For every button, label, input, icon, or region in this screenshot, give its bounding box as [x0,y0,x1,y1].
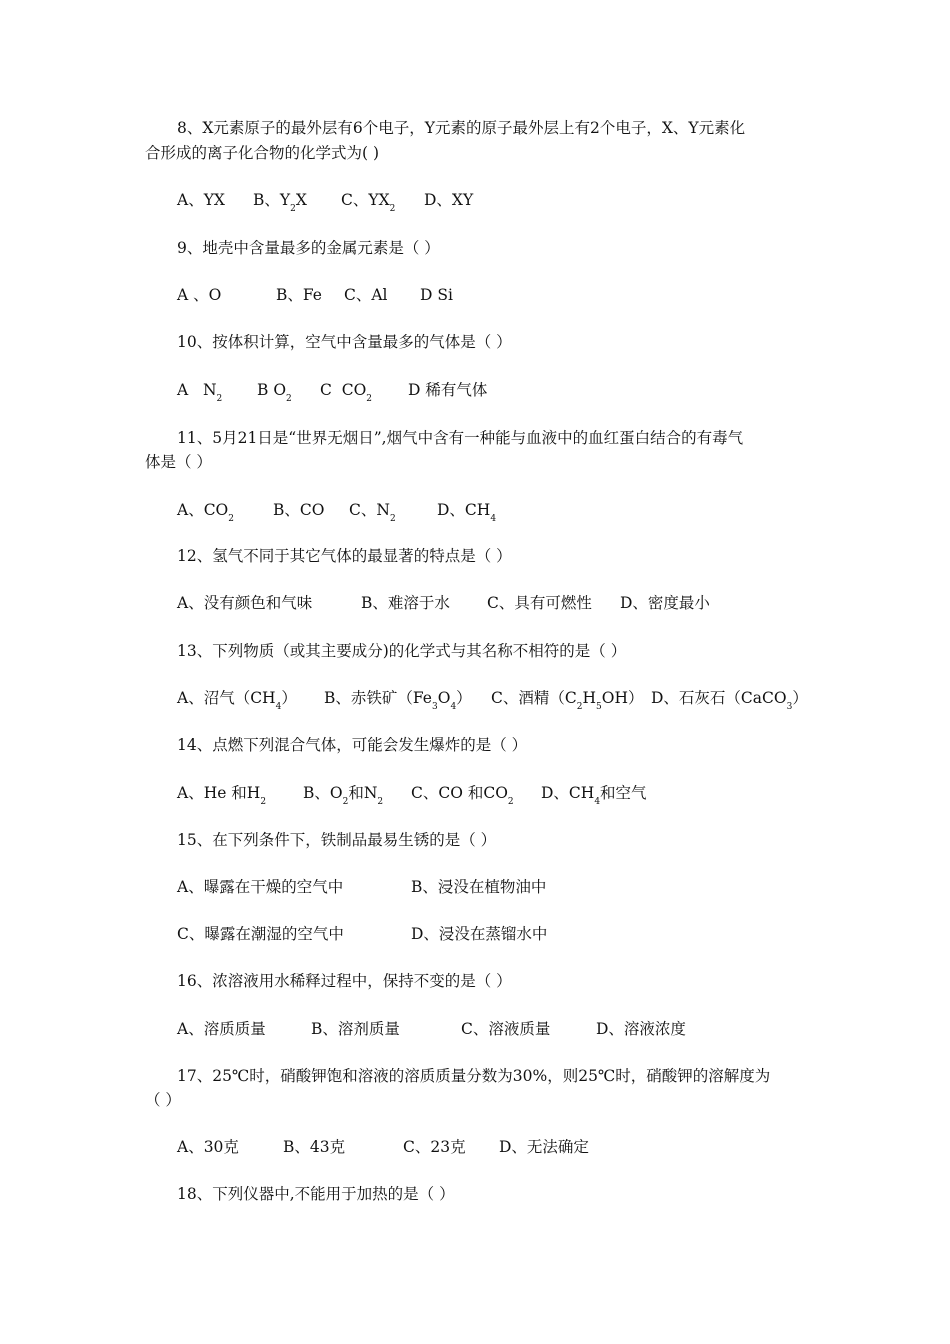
question-9-option-b: B、Fe [276,286,322,304]
question-12-option-d: D、密度最小 [620,594,710,612]
question-8-line-2: 合形成的离子化合物的化学式为( ) [145,144,380,162]
question-12-option-b: B、难溶于水 [361,594,450,612]
question-16-option-c: C、溶液质量 [461,1020,551,1038]
question-15-option-c: C、曝露在潮湿的空气中 [177,925,344,943]
question-8-option-b: B、$Y_2X$ [253,191,307,214]
question-12-stem: 12、氢气不同于其它气体的最显著的特点是（ ） [177,547,512,565]
question-17-option-d: D、无法确定 [499,1138,589,1156]
question-13-option-a: A、沼气$(CH_4)$ [177,689,297,712]
question-10-option-b: B $O_2$ [257,381,292,404]
question-15-stem: 15、在下列条件下，铁制品最易生锈的是（ ） [177,831,497,849]
question-16-option-a: A、溶质质量 [177,1020,266,1038]
question-10-stem: 10、按体积计算，空气中含量最多的气体是（ ） [177,333,512,351]
question-13-stem: 13、下列物质（或其主要成分)的化学式与其名称不相符的是（ ） [177,642,627,660]
question-14-option-b: B、$O_2$和$N_2$ [303,784,384,807]
question-13-option-c: C、酒精$(C_2H_5OH)$ [491,689,644,712]
question-14-option-c: C、CO 和$CO_2$ [411,784,514,807]
question-15-option-a: A、曝露在干燥的空气中 [177,878,344,896]
question-10-option-a: A $N_2$ [177,381,223,404]
question-16-option-d: D、溶液浓度 [596,1020,686,1038]
question-17-option-b: B、43克 [283,1138,346,1156]
question-11-option-a: A、$CO_2$ [177,501,234,524]
question-11-line-1: 11、5月21日是“世界无烟日”,烟气中含有一种能与血液中的血红蛋白结合的有毒气 [177,429,744,447]
question-8-option-d: D、XY [424,191,474,209]
question-8-option-c: C、$YX_2$ [341,191,396,214]
question-10-option-c: C $CO_2$ [320,381,373,404]
question-13-option-d: D、石灰石（CaCO$_3$） [651,689,808,712]
question-9-stem: 9、地壳中含量最多的金属元素是（ ） [177,239,440,257]
question-10-option-d: D 稀有气体 [408,381,488,399]
question-11-option-b: B、CO [273,501,325,519]
question-14-stem: 14、点燃下列混合气体，可能会发生爆炸的是（ ） [177,736,528,754]
question-18-stem: 18、下列仪器中,不能用于加热的是（ ） [177,1185,455,1203]
question-11-line-2: 体是（ ） [145,453,212,471]
question-9-option-d: D Si [420,286,453,304]
question-16-option-b: B、溶剂质量 [311,1020,400,1038]
question-11-option-c: C、$N_2$ [349,501,396,524]
question-17-option-a: A、30克 [177,1138,239,1156]
question-15-option-d: D、浸没在蒸镏水中 [411,925,548,943]
question-12-option-a: A、没有颜色和气味 [177,594,313,612]
question-12-option-c: C、具有可燃性 [487,594,592,612]
question-11-option-d: D、$CH_4$ [437,501,497,524]
question-14-option-d: D、$CH_4$和空气 [541,784,647,807]
question-9-option-c: C、Al [344,286,388,304]
question-14-option-a: A、He 和$H_2$ [177,784,267,807]
question-8-option-a: A、YX [177,191,225,209]
question-15-option-b: B、浸没在植物油中 [411,878,547,896]
question-17-option-c: C、23克 [403,1138,466,1156]
question-8-line-1: 8、X元素原子的最外层有6个电子，Y元素的原子最外层上有2个电子，X、Y元素化 [177,119,746,137]
question-17-line-1: 17、25℃时，硝酸钾饱和溶液的溶质质量分数为30%，则25℃时，硝酸钾的溶解度为 [177,1067,771,1085]
question-17-line-2: （ ） [145,1091,181,1109]
question-16-stem: 16、浓溶液用水稀释过程中，保持不变的是（ ） [177,972,512,990]
question-13-option-b: B、赤铁矿$(Fe_3O_4)$ [324,689,472,712]
question-9-option-a: A 、O [177,286,222,304]
